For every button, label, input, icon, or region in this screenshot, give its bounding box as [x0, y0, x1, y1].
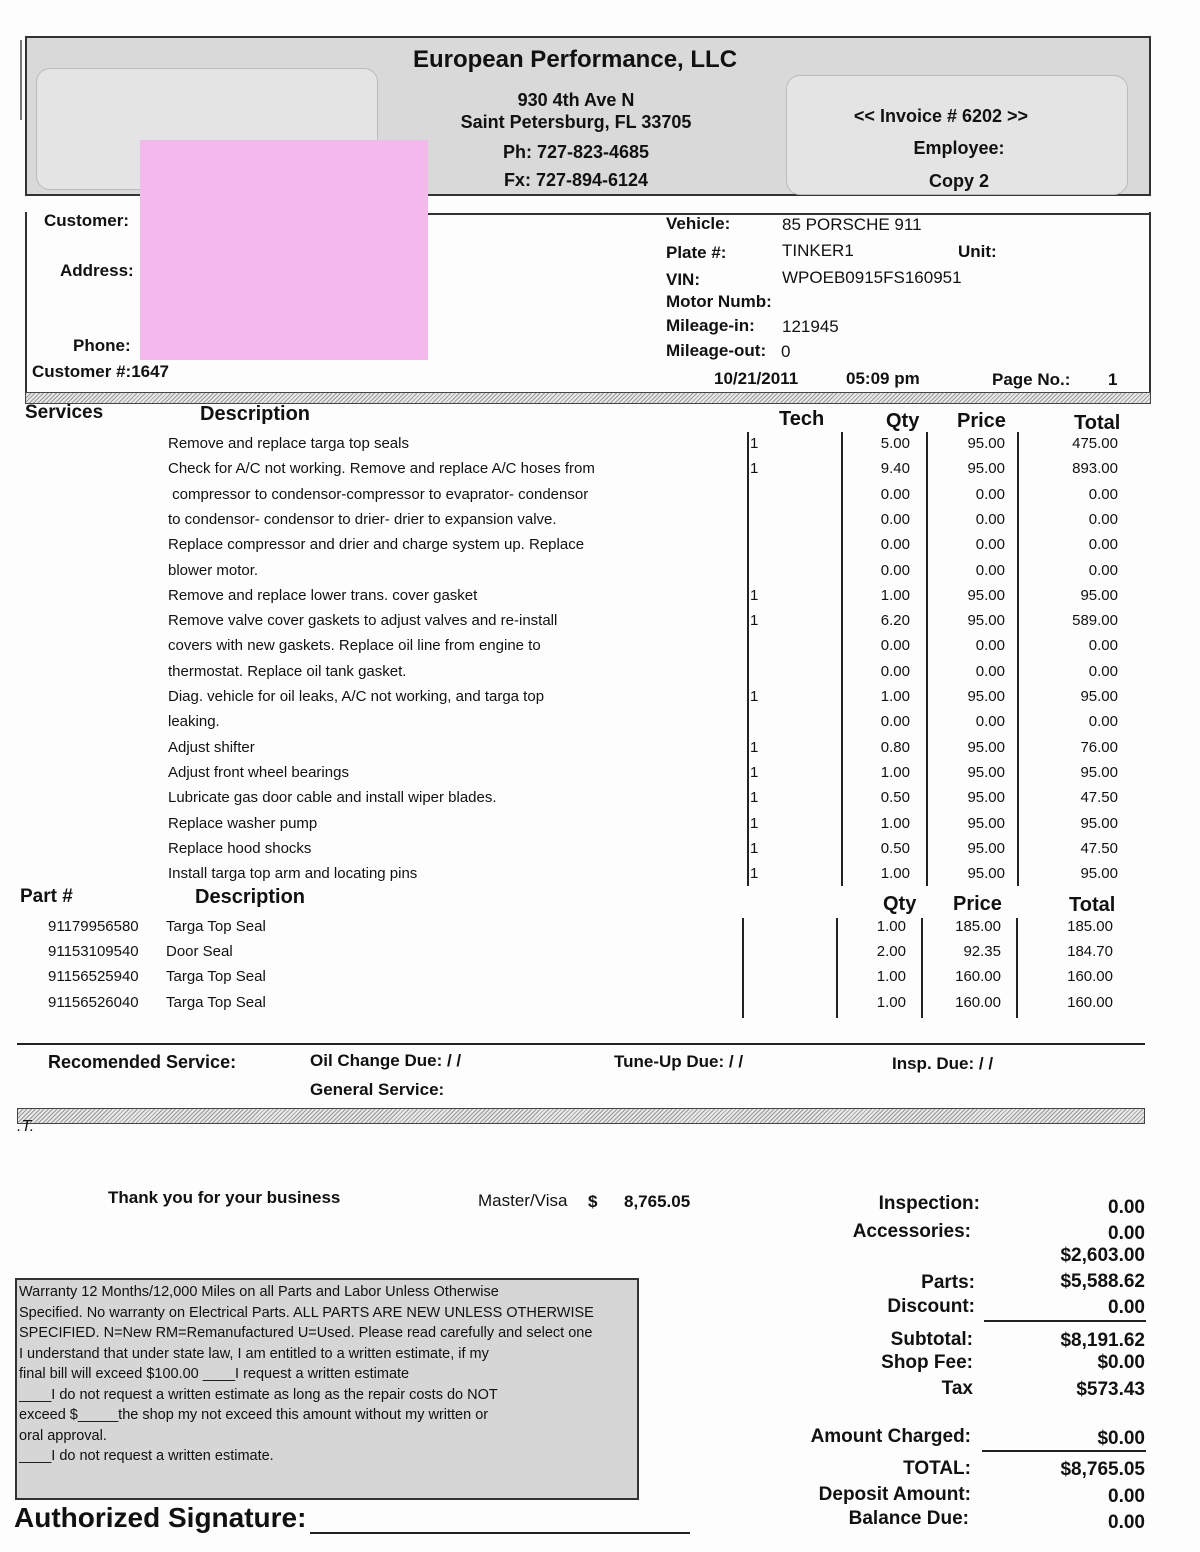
- service-price: 95.00: [967, 460, 1005, 478]
- parts-total-value: $5,588.62: [1060, 1271, 1145, 1292]
- part-number: 91153109540: [48, 943, 139, 961]
- qty-header: Qty: [886, 410, 920, 432]
- service-description: Replace compressor and drier and charge system up. Replace: [168, 536, 585, 554]
- balance-value: 0.00: [1108, 1512, 1145, 1533]
- service-description: Check for A/C not working. Remove and replace A/C hoses from: [168, 460, 595, 478]
- tax-label: Tax: [941, 1378, 973, 1399]
- warranty-line: Specified. No warranty on Electrical Parts. ALL PARTS ARE NEW UNLESS OTHERWISE: [19, 1304, 594, 1321]
- charged-label: Amount Charged:: [810, 1426, 971, 1447]
- service-qty: 0.00: [880, 485, 910, 503]
- parts-total-header: Total: [1069, 894, 1116, 916]
- subtotal-label: Subtotal:: [890, 1329, 973, 1350]
- service-qty: 9.40: [880, 460, 910, 478]
- service-total: 95.00: [1080, 865, 1118, 883]
- parts-total-label: Parts:: [921, 1272, 975, 1293]
- mileage-out-value: 0: [781, 342, 791, 361]
- service-total: 0.00: [1088, 713, 1118, 731]
- hatch-separator: [25, 392, 1151, 404]
- service-price: 0.00: [975, 662, 1005, 680]
- service-row: [0, 536, 1200, 561]
- service-row: [0, 587, 1200, 612]
- service-qty: 0.00: [880, 662, 910, 680]
- service-price: 0.00: [975, 510, 1005, 528]
- service-description: leaking.: [168, 713, 220, 731]
- recommended-label: Recomended Service:: [48, 1052, 237, 1072]
- tech-note: .T.: [17, 1118, 35, 1135]
- part-price: 185.00: [955, 918, 1001, 935]
- service-tech: 1: [750, 814, 759, 832]
- service-tech: 1: [750, 738, 759, 756]
- tax-value: $573.43: [1076, 1379, 1145, 1400]
- service-row: [0, 562, 1200, 587]
- deposit-label: Deposit Amount:: [818, 1484, 971, 1505]
- service-row: [0, 688, 1200, 713]
- warranty-line: exceed $_____the shop my not exceed this amount without my written or: [19, 1407, 489, 1423]
- vin-value: WPOEB0915FS160951: [782, 268, 962, 287]
- service-description: to condensor- condensor to drier- drier to expansion valve.: [168, 510, 557, 528]
- service-price: 95.00: [967, 612, 1005, 630]
- service-tech: 1: [750, 789, 759, 807]
- service-description: Adjust shifter: [168, 738, 255, 756]
- service-total: 76.00: [1080, 738, 1118, 756]
- service-description: compressor to condensor-compressor to evaprator- condensor: [168, 485, 589, 503]
- services-description-header: Description: [200, 403, 311, 425]
- part-number: 91179956580: [48, 918, 139, 935]
- service-price: 0.00: [975, 713, 1005, 731]
- payment-amount: 8,765.05: [624, 1192, 691, 1211]
- service-total: 95.00: [1080, 586, 1118, 604]
- customer-number: Customer #:1647: [32, 362, 170, 381]
- accessories-value: 0.00: [1108, 1223, 1145, 1244]
- part-row: [0, 943, 1200, 968]
- service-row: [0, 511, 1200, 536]
- part-description: Targa Top Seal: [166, 968, 266, 986]
- service-price: 95.00: [967, 586, 1005, 604]
- recommended-rule: [17, 1043, 1145, 1045]
- service-total: 893.00: [1072, 460, 1118, 478]
- service-description: Replace washer pump: [168, 814, 318, 832]
- service-qty: 0.00: [880, 561, 910, 579]
- service-qty: 1.00: [880, 814, 910, 832]
- invoice-time: 05:09 pm: [846, 369, 920, 388]
- service-tech: 1: [750, 586, 759, 604]
- total-rule: [982, 1450, 1146, 1452]
- service-description: Replace hood shocks: [168, 839, 312, 857]
- service-total: 589.00: [1072, 612, 1118, 630]
- service-price: 95.00: [967, 839, 1005, 857]
- service-total: 0.00: [1088, 485, 1118, 503]
- parts-price-header: Price: [953, 893, 1002, 915]
- vehicle-value: 85 PORSCHE 911: [782, 215, 922, 234]
- general-service: General Service:: [310, 1080, 445, 1099]
- plate-label: Plate #:: [666, 243, 727, 262]
- part-row: [0, 918, 1200, 943]
- service-row: [0, 612, 1200, 637]
- service-qty: 0.80: [880, 738, 910, 756]
- service-description: Remove and replace targa top seals: [168, 435, 409, 452]
- mileage-in-label: Mileage-in:: [666, 316, 755, 335]
- service-qty: 6.20: [880, 612, 910, 630]
- payment-currency: $: [588, 1192, 598, 1211]
- labor-value: $2,603.00: [1060, 1245, 1145, 1266]
- part-price: 92.35: [963, 943, 1001, 961]
- service-tech: 1: [750, 435, 759, 452]
- total-value: $8,765.05: [1060, 1459, 1145, 1480]
- part-price: 160.00: [955, 993, 1001, 1011]
- service-total: 47.50: [1080, 839, 1118, 857]
- services-label: Services: [25, 402, 104, 423]
- mileage-in-value: 121945: [782, 317, 839, 336]
- service-row: [0, 460, 1200, 485]
- price-header: Price: [957, 410, 1006, 432]
- service-qty: 0.50: [880, 789, 910, 807]
- parts-description-header: Description: [195, 886, 306, 908]
- part-number: 91156525940: [48, 968, 139, 986]
- part-qty: 1.00: [876, 918, 906, 935]
- warranty-line: Warranty 12 Months/12,000 Miles on all Parts and Labor Unless Otherwise: [19, 1284, 499, 1300]
- service-total: 95.00: [1080, 814, 1118, 832]
- service-row: [0, 815, 1200, 840]
- service-description: Remove valve cover gaskets to adjust valves and re-install: [168, 612, 558, 630]
- part-description: Targa Top Seal: [166, 993, 266, 1011]
- service-price: 95.00: [967, 688, 1005, 705]
- balance-label: Balance Due:: [848, 1508, 969, 1529]
- service-tech: 1: [750, 612, 759, 630]
- part-qty: 1.00: [876, 968, 906, 986]
- service-qty: 1.00: [880, 763, 910, 781]
- service-row: [0, 637, 1200, 662]
- part-number-header: Part #: [20, 886, 73, 907]
- service-total: 475.00: [1072, 435, 1118, 452]
- service-description: Adjust front wheel bearings: [168, 763, 349, 781]
- total-label: TOTAL:: [903, 1458, 971, 1479]
- warranty-line: ____I do not request a written estimate as long as the repair costs do NOT: [19, 1386, 498, 1403]
- service-price: 0.00: [975, 485, 1005, 503]
- part-total: 160.00: [1067, 968, 1113, 986]
- part-qty: 1.00: [876, 993, 906, 1011]
- motor-label: Motor Numb:: [666, 292, 772, 311]
- signature-label: Authorized Signature:: [14, 1502, 307, 1533]
- service-row: [0, 739, 1200, 764]
- service-qty: 1.00: [880, 688, 910, 705]
- vin-label: VIN:: [666, 270, 700, 289]
- company-name: European Performance, LLC: [412, 46, 738, 73]
- warranty-line: final bill will exceed $100.00 ____I request a written estimate: [19, 1366, 410, 1382]
- service-tech: 1: [750, 763, 759, 781]
- part-row: [0, 968, 1200, 993]
- part-total: 184.70: [1067, 943, 1113, 961]
- discount-value: 0.00: [1108, 1297, 1145, 1318]
- service-qty: 0.00: [880, 510, 910, 528]
- service-description: Diag. vehicle for oil leaks, A/C not working, and targa top: [168, 688, 545, 705]
- service-qty: 5.00: [880, 435, 910, 452]
- oil-change-due: Oil Change Due: / /: [310, 1051, 462, 1070]
- charged-value: $0.00: [1097, 1428, 1145, 1449]
- subtotal-value: $8,191.62: [1060, 1330, 1145, 1351]
- shopfee-label: Shop Fee:: [881, 1352, 973, 1373]
- service-tech: 1: [750, 460, 759, 478]
- service-qty: 1.00: [880, 586, 910, 604]
- service-row: [0, 713, 1200, 738]
- accessories-label: Accessories:: [852, 1221, 971, 1242]
- service-tech: 1: [750, 688, 759, 705]
- inspection-label: Inspection:: [878, 1193, 980, 1214]
- redaction-sticky-note: [140, 140, 428, 360]
- inspection-due: Insp. Due: / /: [892, 1054, 994, 1073]
- service-qty: 0.00: [880, 637, 910, 655]
- page-label: Page No.:: [992, 370, 1071, 389]
- service-price: 95.00: [967, 435, 1005, 452]
- warranty-line: SPECIFIED. N=New RM=Remanufactured U=Used. Please read carefully and select one: [19, 1325, 593, 1341]
- copy-label: Copy 2: [928, 171, 989, 191]
- service-row: [0, 764, 1200, 789]
- service-price: 0.00: [975, 536, 1005, 554]
- service-total: 95.00: [1080, 763, 1118, 781]
- service-total: 0.00: [1088, 637, 1118, 655]
- part-description: Door Seal: [166, 943, 233, 961]
- parts-qty-header: Qty: [883, 893, 917, 915]
- service-total: 0.00: [1088, 536, 1118, 554]
- service-description: Lubricate gas door cable and install wiper blades.: [168, 789, 497, 807]
- service-tech: 1: [750, 865, 759, 883]
- discount-label: Discount:: [887, 1296, 975, 1317]
- address-label: Address:: [60, 261, 134, 280]
- service-total: 47.50: [1080, 789, 1118, 807]
- service-row: [0, 865, 1200, 890]
- phone-label: Phone:: [73, 336, 131, 355]
- service-price: 95.00: [967, 789, 1005, 807]
- part-price: 160.00: [955, 968, 1001, 986]
- service-total: 0.00: [1088, 662, 1118, 680]
- part-row: [0, 994, 1200, 1019]
- service-description: covers with new gaskets. Replace oil line from engine to: [168, 637, 541, 655]
- service-row: [0, 486, 1200, 511]
- service-description: Remove and replace lower trans. cover gasket: [168, 586, 478, 604]
- plate-value: TINKER1: [782, 241, 854, 260]
- staple-mark: [20, 40, 38, 120]
- service-total: 95.00: [1080, 688, 1118, 705]
- signature-line[interactable]: [310, 1532, 690, 1534]
- service-description: thermostat. Replace oil tank gasket.: [168, 662, 407, 680]
- part-total: 185.00: [1067, 918, 1113, 935]
- service-total: 0.00: [1088, 561, 1118, 579]
- deposit-value: 0.00: [1108, 1486, 1145, 1507]
- tech-header: Tech: [779, 408, 825, 430]
- service-description: Install targa top arm and locating pins: [168, 865, 418, 883]
- hatch-separator: [17, 1108, 1145, 1124]
- service-row: [0, 789, 1200, 814]
- invoice-date: 10/21/2011: [714, 369, 799, 388]
- service-price: 95.00: [967, 738, 1005, 756]
- service-price: 0.00: [975, 561, 1005, 579]
- warranty-box: [15, 1278, 639, 1500]
- warranty-line: oral approval.: [19, 1427, 107, 1444]
- service-total: 0.00: [1088, 510, 1118, 528]
- service-qty: 1.00: [880, 865, 910, 883]
- part-description: Targa Top Seal: [166, 918, 266, 935]
- part-total: 160.00: [1067, 993, 1113, 1011]
- invoice-number: << Invoice # 6202 >>: [853, 106, 1029, 126]
- service-price: 95.00: [967, 865, 1005, 883]
- service-row: [0, 840, 1200, 865]
- thanks-text: Thank you for your business: [108, 1188, 341, 1207]
- warranty-line: I understand that under state law, I am entitled to a written estimate, if my: [19, 1345, 489, 1362]
- company-phone: Ph: 727-823-4685: [502, 142, 650, 162]
- total-header: Total: [1074, 412, 1121, 434]
- part-qty: 2.00: [876, 943, 906, 961]
- payment-method: Master/Visa: [478, 1191, 568, 1210]
- service-price: 0.00: [975, 637, 1005, 655]
- company-fax: Fx: 727-894-6124: [503, 170, 649, 190]
- service-qty: 0.50: [880, 839, 910, 857]
- service-row: [0, 663, 1200, 688]
- company-address1: 930 4th Ave N: [517, 90, 635, 110]
- service-price: 95.00: [967, 814, 1005, 832]
- company-address2: Saint Petersburg, FL 33705: [460, 112, 692, 132]
- warranty-line: ____I do not request a written estimate.: [19, 1448, 274, 1464]
- tuneup-due: Tune-Up Due: / /: [614, 1052, 744, 1071]
- inspection-value: 0.00: [1108, 1197, 1145, 1218]
- subtotal-rule: [984, 1320, 1146, 1322]
- customer-label: Customer:: [44, 211, 130, 230]
- shopfee-value: $0.00: [1097, 1352, 1145, 1373]
- service-qty: 0.00: [880, 536, 910, 554]
- service-price: 95.00: [967, 763, 1005, 781]
- mileage-out-label: Mileage-out:: [666, 341, 767, 360]
- service-description: blower motor.: [168, 561, 259, 579]
- part-number: 91156526040: [48, 993, 139, 1011]
- unit-label: Unit:: [958, 242, 997, 261]
- vehicle-label: Vehicle:: [666, 214, 731, 233]
- page-number: 1: [1108, 370, 1118, 389]
- employee-label: Employee:: [913, 138, 1005, 158]
- service-row: [0, 435, 1200, 460]
- service-tech: 1: [750, 839, 759, 857]
- service-qty: 0.00: [880, 713, 910, 731]
